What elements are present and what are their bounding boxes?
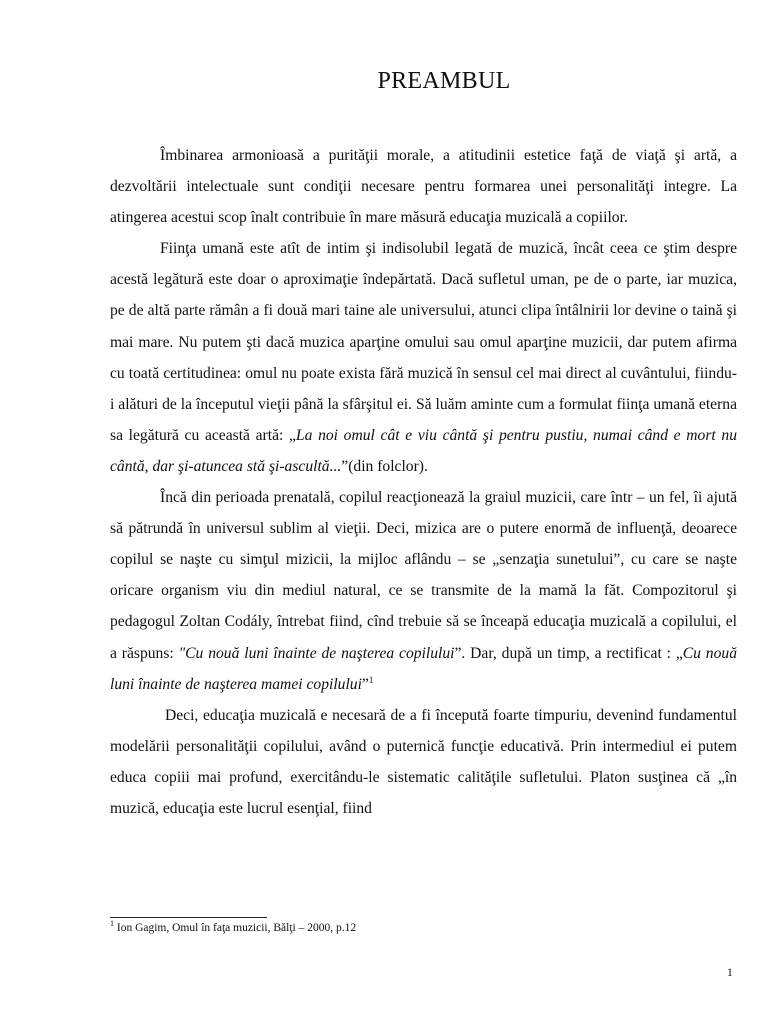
folk-quote-source: ”(din folclor). <box>341 457 428 475</box>
paragraph-3 <box>110 482 737 700</box>
paragraph-4-text: Deci, educaţia muzicală e necesară de a fi începută foarte timpuriu, devenind fundamentul modelării personalităţii copilului, având o puternică funcţie educativă. Prin intermediul ei putem educa copiii mai profund, exercitându-le sistematic calităţile sufletului. Platon susţinea că „în muzică, educaţia este lucrul esenţial, fiind <box>110 706 737 817</box>
paragraph-3-middle: ”. Dar, după un timp, a rectificat : „ <box>454 644 683 662</box>
paragraph-2 <box>110 233 737 482</box>
paragraph-4 <box>110 700 737 824</box>
paragraph-3-text: Încă din perioada prenatală, copilul reacţionează la graiul muzicii, care într – un fel, îi ajută să pătrundă în universul sublim al vieţii. Deci, mizica are o putere enormă de influenţă, deoarece copilul se naşte cu simţul mizicii, la mijloc aflându – se „senzaţia sunetului”, cu care se naşte oricare organism viu din mediul natural, ce se transmite de la mamă la făt. Compozitorul şi pedagogul Zoltan Codály, întrebat fiind, cînd trebuie să se înceapă educaţia muzicală a copilului, el a răspuns: <box>110 489 737 662</box>
footnote-number: 1 <box>110 919 114 929</box>
paragraph-1-text: Îmbinarea armonioasă a purităţii morale, a atitudinii estetice faţă de viaţă şi artă, a dezvoltării intelectuale sunt condiţii necesare pentru formarea unei personalităţi integre. La atingerea acestui scop înalt contribuie în mare măsură educaţia muzicală a copiilor. <box>110 147 737 227</box>
page-number: 1 <box>727 967 733 979</box>
footnote-separator <box>110 917 267 918</box>
codaly-quote-2: Cu nouă luni înainte de naşterea mamei copilului <box>110 644 737 693</box>
paragraph-2-text: Fiinţa umană este atît de intim şi indisolubil legată de muzică, încât ceea ce ştim despre acestă legătură este doar o aproximaţie îndepărtată. Dacă sufletul uman, pe de o parte, iar muzica, pe de altă parte rămân a fi două mari taine ale universului, atunci clipa întâlnirii lor devine o taină şi mai mare. Nu putem şti dacă muzica aparţine omului sau omul aparţine muzicii, dar putem afirma cu toată certitudinea: omul nu poate exista fără muzică în sensul cel mai direct al cuvântului, fiindu-i alături de la începutul vieţii până la sfârşitul ei. Să luăm aminte cum a formulat fiinţa umană eterna sa legătură cu această artă: „ <box>110 240 737 444</box>
footnote <box>110 919 357 934</box>
folk-quote: La noi omul cât e viu cântă şi pentru pustiu, numai când e mort nu cântă, dar şi-atuncea stă şi-ascultă... <box>110 426 738 475</box>
paragraph-1 <box>110 140 737 233</box>
paragraph-3-end: ” <box>361 675 369 693</box>
footnote-reference[interactable]: 1 <box>368 674 374 685</box>
codaly-quote-1: "Cu nouă luni înainte de naşterea copilului <box>178 644 455 662</box>
body-text <box>110 140 737 824</box>
footnote-text: Ion Gagim, Omul în faţa muzicii, Bălţi – 2000, p.12 <box>114 922 357 934</box>
page-title: PREAMBUL <box>377 68 511 94</box>
